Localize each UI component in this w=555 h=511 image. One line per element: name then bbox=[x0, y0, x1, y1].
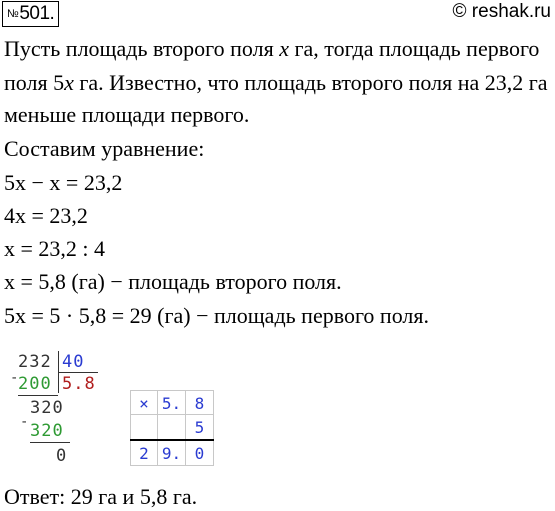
solution-line-3: меньше площади первого. bbox=[4, 102, 250, 127]
division-quotient: 5.8 bbox=[62, 374, 96, 394]
minus-sign: - bbox=[20, 414, 30, 430]
problem-number-value: 501. bbox=[19, 3, 55, 24]
minus-sign: - bbox=[10, 370, 20, 386]
text-segment: поля 5 bbox=[4, 70, 65, 95]
division-divisor: 40 bbox=[62, 352, 85, 372]
solution-line-2 bbox=[4, 70, 548, 96]
equation-2: 4x = 23,2 bbox=[4, 203, 88, 228]
division-line-2 bbox=[30, 442, 70, 443]
answer-line: Ответ: 29 га и 5,8 га. bbox=[4, 484, 198, 509]
variable: x bbox=[279, 36, 289, 61]
grid-cell bbox=[158, 415, 186, 440]
text-segment: га, тогда площадь первого bbox=[288, 36, 540, 61]
division-remainder-1: 320 bbox=[30, 398, 64, 418]
number-sign: № bbox=[7, 8, 19, 20]
grid-cell: 8 bbox=[186, 390, 214, 415]
grid-cell: 0 bbox=[186, 441, 214, 466]
grid-cell-multiply-sign: × bbox=[130, 390, 158, 415]
grid-cell: 2 bbox=[130, 441, 158, 466]
text-segment: Пусть площадь второго поля bbox=[4, 36, 280, 61]
equation-1: 5x − x = 23,2 bbox=[4, 170, 123, 195]
division-step-1: 200 bbox=[18, 374, 52, 394]
site-credit: © reshak.ru bbox=[452, 1, 551, 22]
grid-cell: 5 bbox=[186, 415, 214, 440]
equation-3: x = 23,2 : 4 bbox=[4, 236, 106, 261]
text-segment: га. Известно, что площадь второго поля на 23,2 га bbox=[73, 70, 548, 95]
multiplication-grid bbox=[130, 390, 214, 470]
solution-line-4: Составим уравнение: bbox=[4, 136, 205, 161]
division-dividend: 232 bbox=[18, 352, 52, 372]
solution-line-1 bbox=[4, 36, 539, 62]
grid-cell bbox=[130, 415, 158, 440]
grid-cell: 9. bbox=[158, 441, 186, 466]
division-quotient-line bbox=[58, 372, 98, 373]
problem-number bbox=[2, 1, 59, 27]
grid-cell: 5. bbox=[158, 390, 186, 415]
division-line-1 bbox=[18, 395, 58, 396]
division-step-2: 320 bbox=[30, 421, 64, 441]
variable: x bbox=[64, 70, 74, 95]
equation-5: 5x = 5 · 5,8 = 29 (га) − площадь первого поля. bbox=[4, 303, 430, 328]
division-remainder-2: 0 bbox=[56, 446, 68, 466]
equation-4: x = 5,8 (га) − площадь второго поля. bbox=[4, 269, 342, 294]
